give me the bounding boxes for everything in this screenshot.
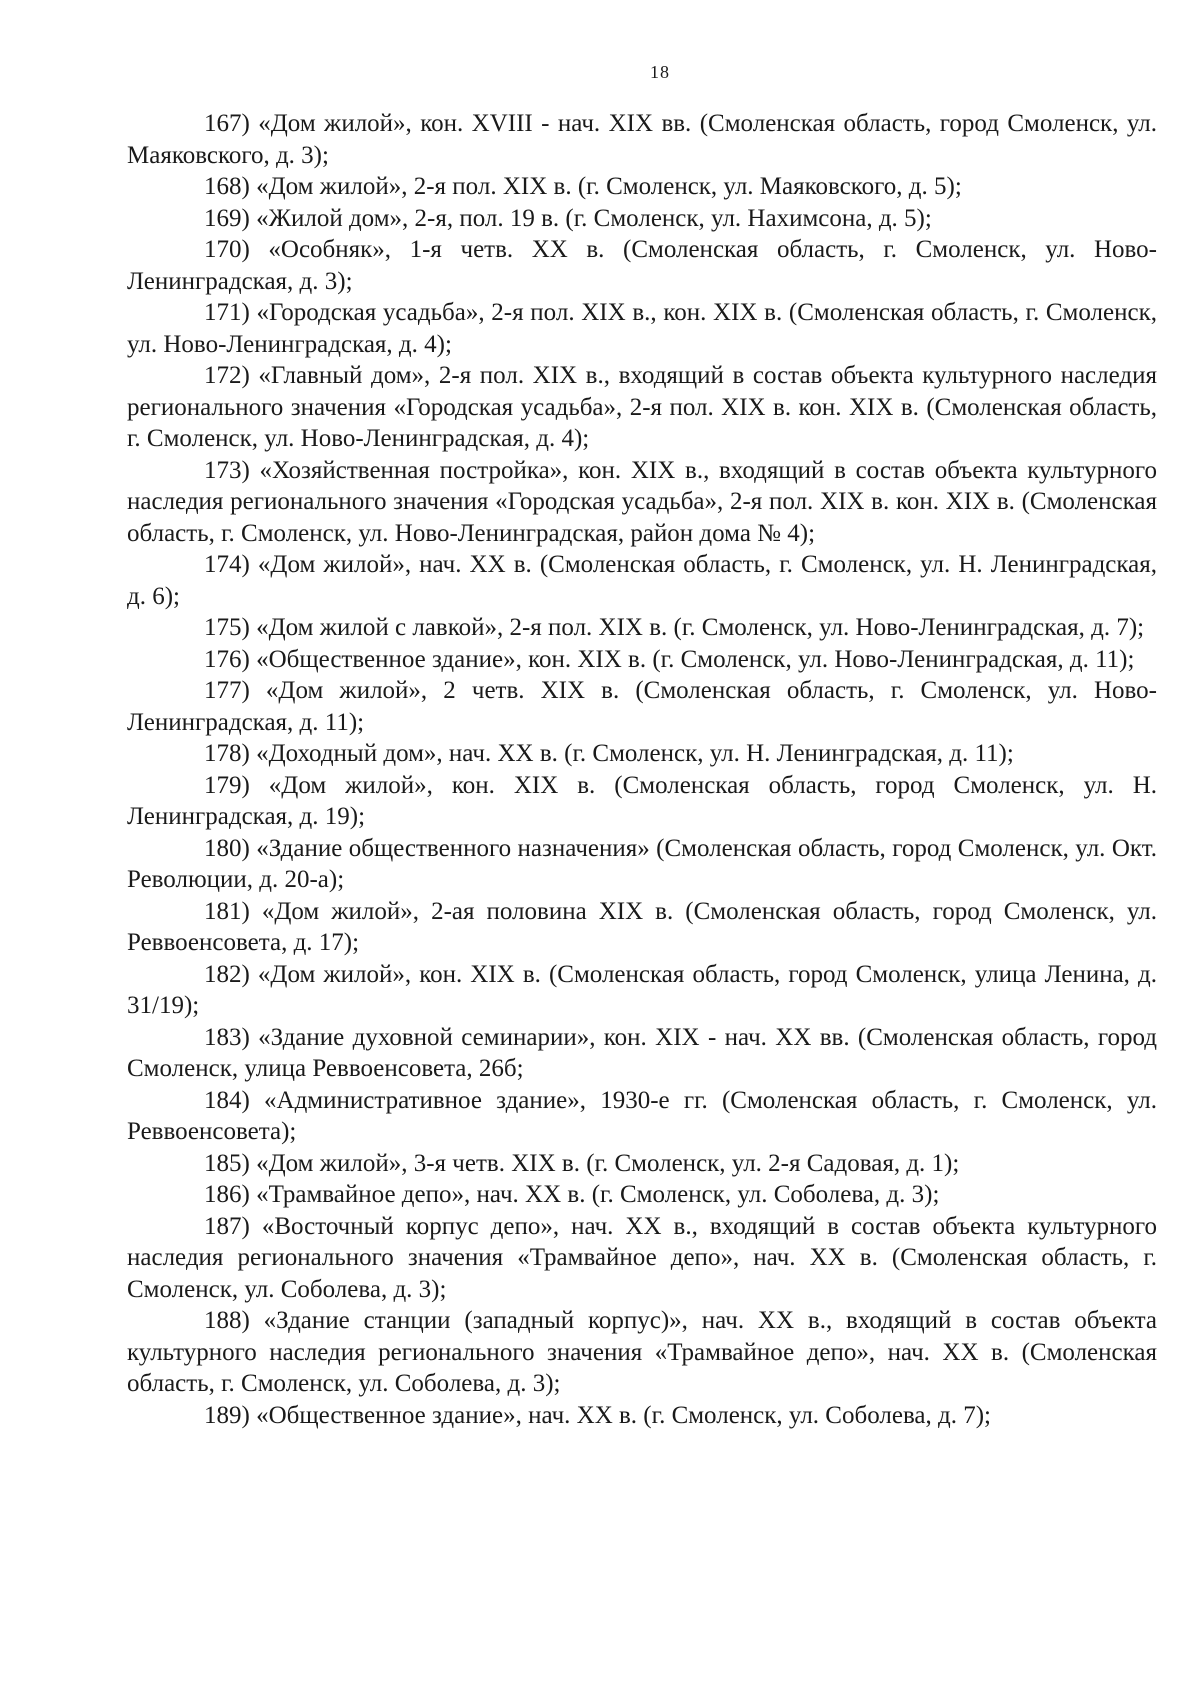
list-item: 184) «Административное здание», 1930-е гг. (Смоленская область, г. Смоленск, ул. Реввоенсовета);	[127, 1086, 1157, 1145]
list-item: 172) «Главный дом», 2-я пол. XIX в., входящий в состав объекта культурного наследия регионального значения «Городская усадьба», 2-я пол. XIX в. кон. XIX в. (Смоленская область, г. Смоленск, ул. Ново-Ленинградская, д. 4);	[127, 362, 1157, 452]
list-item: 180) «Здание общественного назначения» (Смоленская область, город Смоленск, ул. Окт. Революции, д. 20-а);	[127, 834, 1157, 893]
list-item: 173) «Хозяйственная постройка», кон. XIX в., входящий в состав объекта культурного наследия регионального значения «Городская усадьба», 2-я пол. XIX в. кон. XIX в. (Смоленская область, г. Смоленск, ул. Ново-Ленинградская, район дома № 4);	[127, 456, 1157, 547]
list-item: 189) «Общественное здание», нач. XX в. (г. Смоленск, ул. Соболева, д. 7);	[204, 1401, 991, 1429]
list-item: 186) «Трамвайное депо», нач. XX в. (г. Смоленск, ул. Соболева, д. 3);	[204, 1181, 940, 1208]
list-item: 171) «Городская усадьба», 2-я пол. XIX в., кон. XIX в. (Смоленская область, г. Смоленск, ул. Ново-Ленинградская, д. 4);	[127, 299, 1157, 358]
list-item: 178) «Доходный дом», нач. XX в. (г. Смоленск, ул. Н. Ленинградская, д. 11);	[204, 740, 1014, 767]
list-item: 185) «Дом жилой», 3-я четв. XIX в. (г. Смоленск, ул. 2-я Садовая, д. 1);	[204, 1149, 960, 1177]
list-item: 181) «Дом жилой», 2-ая половина XIX в. (Смоленская область, город Смоленск, ул. Реввоенсовета, д. 17);	[127, 897, 1157, 956]
document-body	[127, 108, 1157, 1431]
list-item: 179) «Дом жилой», кон. XIX в. (Смоленская область, город Смоленск, ул. Н. Ленинградская, д. 19);	[127, 771, 1157, 830]
list-item: 175) «Дом жилой с лавкой», 2-я пол. XIX в. (г. Смоленск, ул. Ново-Ленинградская, д. 7);	[204, 614, 1145, 641]
list-item: 176) «Общественное здание», кон. XIX в. (г. Смоленск, ул. Ново-Ленинградская, д. 11);	[204, 645, 1135, 673]
list-item: 170) «Особняк», 1-я четв. XX в. (Смоленская область, г. Смоленск, ул. Ново-Ленинградская, д. 3);	[127, 236, 1157, 295]
list-item: 167) «Дом жилой», кон. XVIII - нач. XIX вв. (Смоленская область, город Смоленск, ул. Маяковского, д. 3);	[127, 110, 1157, 169]
page-number: 18	[650, 62, 670, 82]
list-item: 183) «Здание духовной семинарии», кон. XIX - нач. XX вв. (Смоленская область, город Смоленск, улица Реввоенсовета, 26б;	[127, 1023, 1157, 1082]
list-item: 177) «Дом жилой», 2 четв. XIX в. (Смоленская область, г. Смоленск, ул. Ново-Ленинградская, д. 11);	[127, 677, 1157, 736]
list-item: 174) «Дом жилой», нач. XX в. (Смоленская область, г. Смоленск, ул. Н. Ленинградская, д. 6);	[127, 551, 1157, 610]
list-item: 169) «Жилой дом», 2-я, пол. 19 в. (г. Смоленск, ул. Нахимсона, д. 5);	[204, 204, 932, 232]
list-item: 182) «Дом жилой», кон. XIX в. (Смоленская область, город Смоленск, улица Ленина, д. 31/19);	[127, 960, 1157, 1019]
list-item: 168) «Дом жилой», 2-я пол. XIX в. (г. Смоленск, ул. Маяковского, д. 5);	[204, 173, 962, 200]
list-item: 188) «Здание станции (западный корпус)», нач. XX в., входящий в состав объекта культурного наследия регионального значения «Трамвайное депо», нач. XX в. (Смоленская область, г. Смоленск, ул. Соболева, д. 3);	[127, 1307, 1157, 1397]
list-item: 187) «Восточный корпус депо», нач. XX в., входящий в состав объекта культурного наследия регионального значения «Трамвайное депо», нач. XX в. (Смоленская область, г. Смоленск, ул. Соболева, д. 3);	[127, 1212, 1157, 1303]
